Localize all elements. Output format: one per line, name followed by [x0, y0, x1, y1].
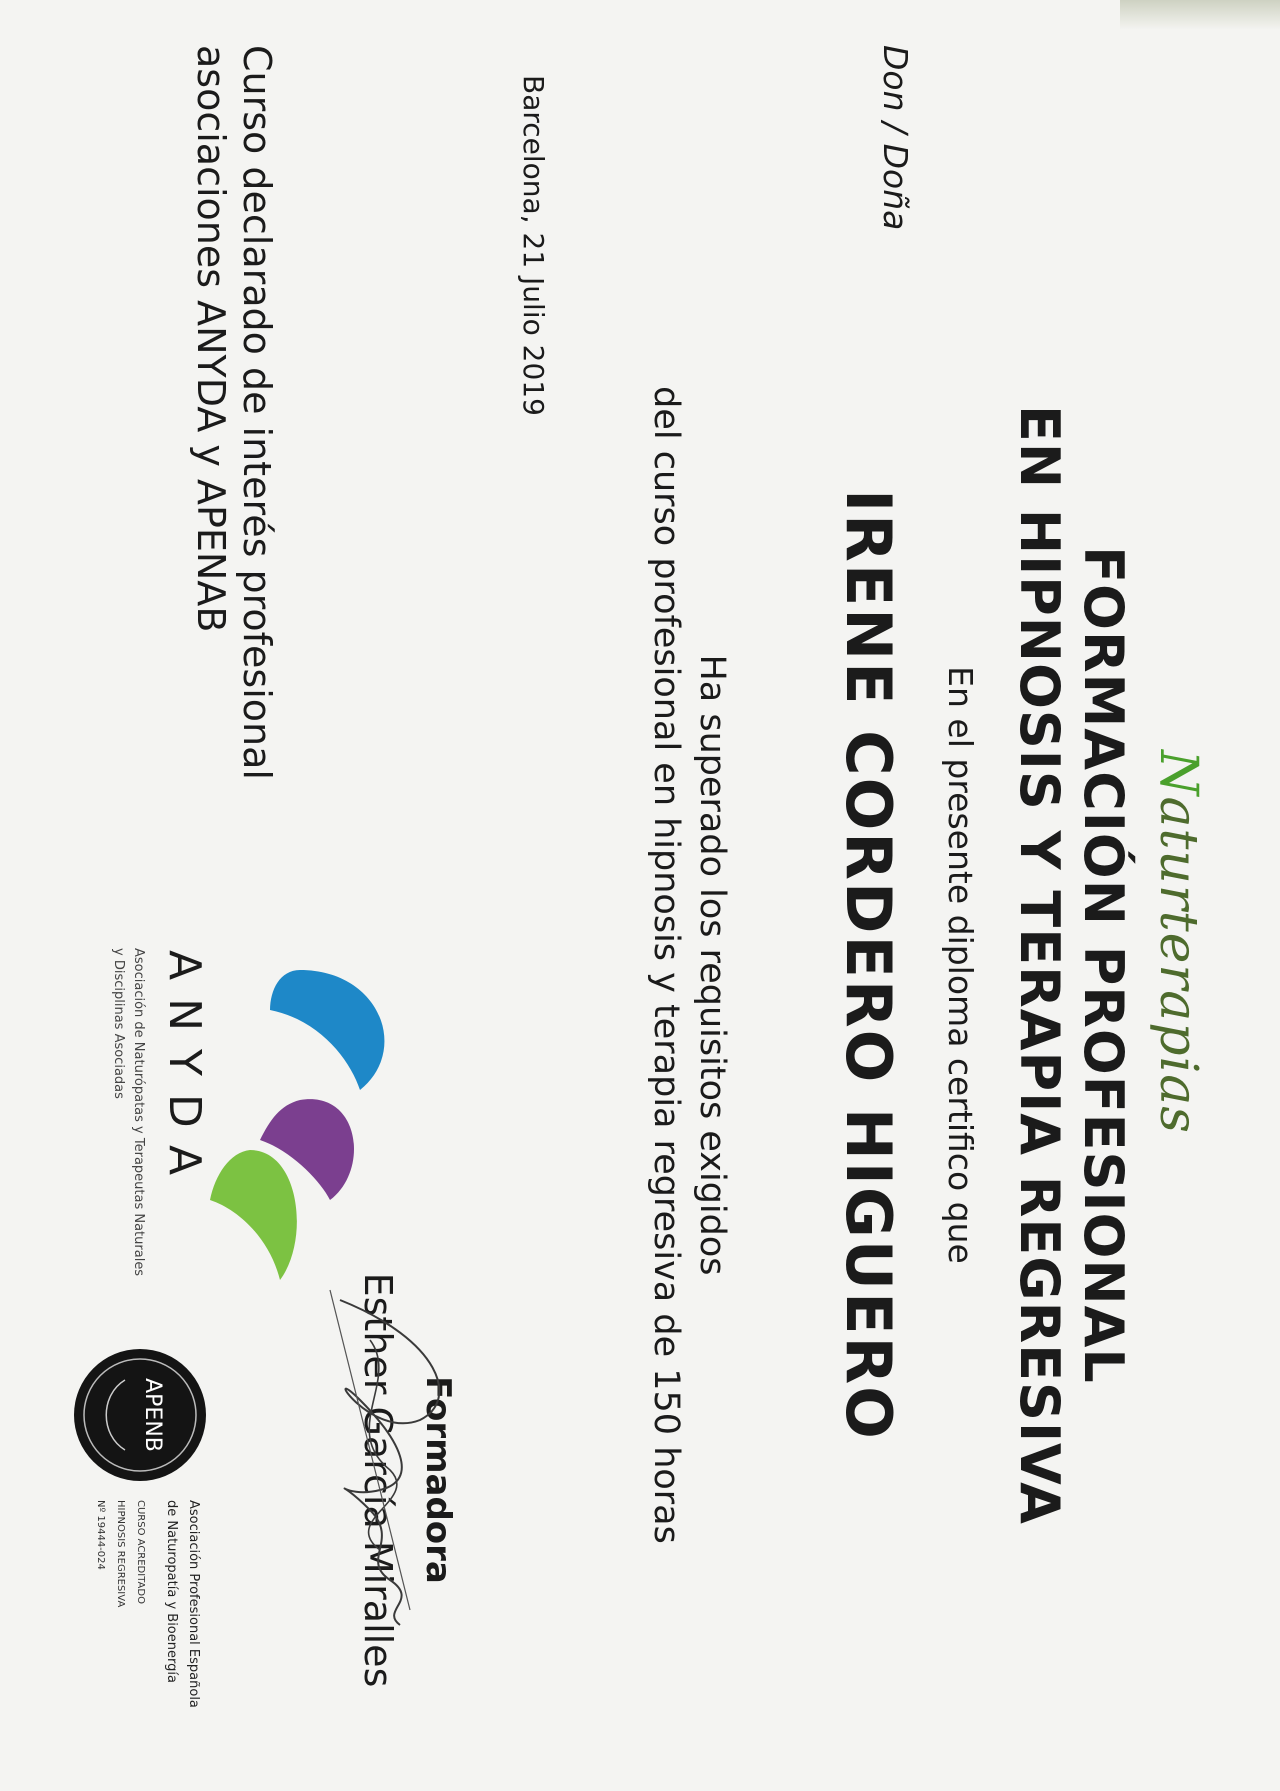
interest-declaration: [188, 45, 280, 780]
anyda-subtitle-2: y Disciplinas Asociadas: [111, 948, 126, 1099]
requirements-text: [643, 370, 735, 1560]
apenb-line-2: de Naturopatía y Bioenergía: [164, 1500, 179, 1683]
anyda-letters: ANYDA: [159, 950, 210, 1194]
apenb-badge: APENB: [140, 1378, 165, 1452]
apenb-line-1: Asociación Profesional Española: [186, 1500, 201, 1708]
apenb-line-5: Nº 19444-024: [95, 1500, 106, 1570]
interest-line-2: asociaciones ANYDA y APENAB: [189, 45, 233, 633]
title-line-2: EN HIPNOSIS Y TERAPIA REGRESIVA: [1008, 405, 1071, 1525]
logo-rest: aturterapias: [1148, 796, 1208, 1134]
diploma-title: [1007, 375, 1135, 1555]
anyda-subtitle-1: Asociación de Naturópatas y Terapeutas Naturales: [131, 948, 146, 1277]
requirements-line-2: del curso profesional en hipnosis y terapia regresiva de 150 horas: [646, 386, 686, 1544]
city-date: Barcelona, 21 Julio 2019: [517, 75, 550, 416]
salutation: Don / Doña: [876, 45, 915, 231]
trainer-name: Esther García Miralles: [356, 1272, 400, 1688]
trainer-role: Formadora: [418, 1376, 458, 1584]
apenb-line-3: CURSO ACREDITADO: [135, 1500, 146, 1604]
anyda-logo: [100, 940, 420, 1320]
requirements-line-1: Ha superado los requisitos exigidos: [692, 654, 732, 1276]
logo-first-letter: N: [1148, 750, 1208, 797]
naturterapias-logo: [1148, 750, 1208, 1134]
certify-text: En el presente diploma certifico que: [941, 666, 980, 1264]
trainer-signature: [280, 1280, 480, 1640]
interest-line-1: Curso declarado de interés profesional: [235, 45, 279, 780]
apenb-line-4: HIPNOSIS REGRESIVA: [115, 1500, 126, 1608]
apenb-seal: [10, 1330, 250, 1740]
title-line-1: FORMACIÓN PROFESIONAL: [1072, 546, 1135, 1384]
recipient-name: IRENE CORDERO HIGUERO: [832, 489, 905, 1441]
